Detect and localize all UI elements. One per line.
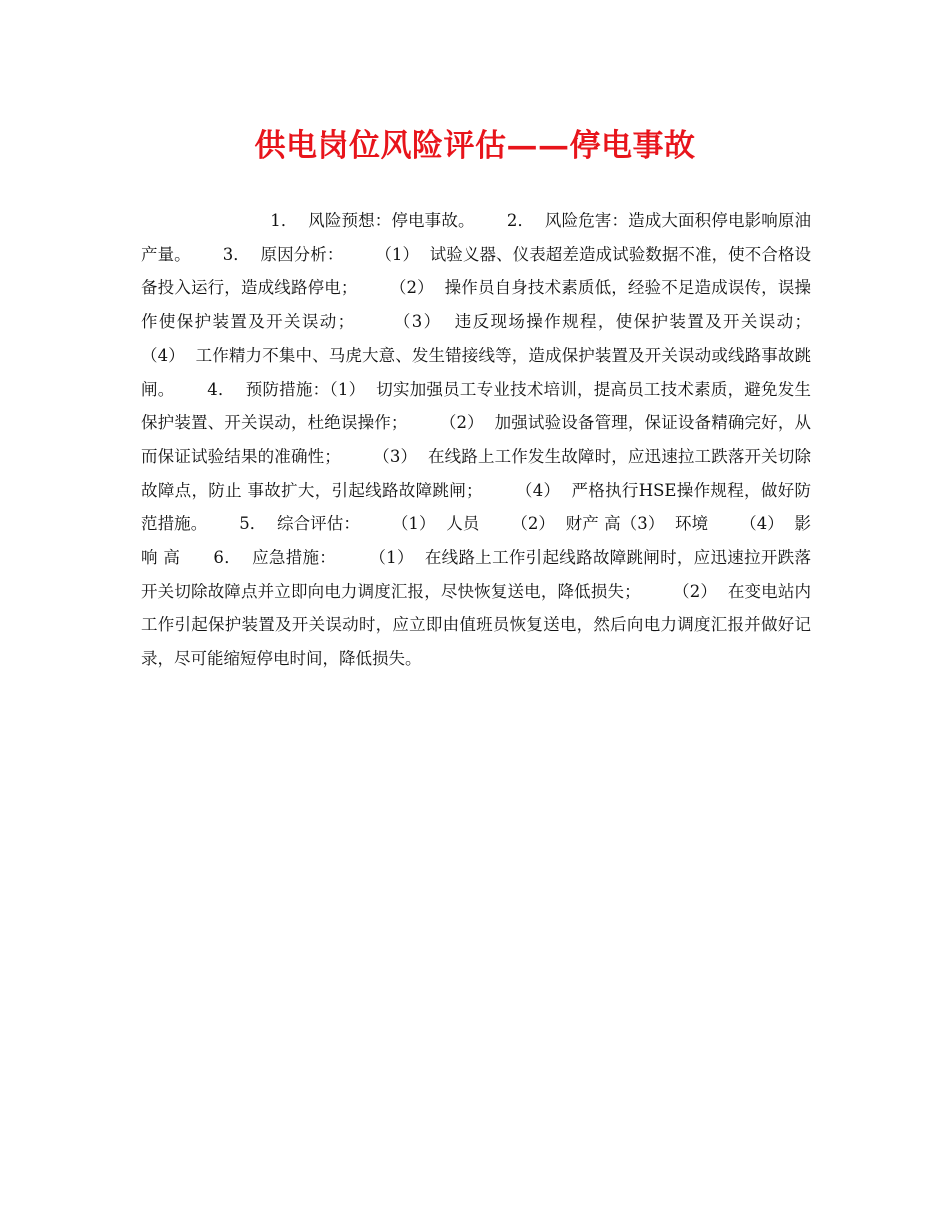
- document-body-paragraph: 1． 风险预想：停电事故。 2． 风险危害：造成大面积停电影响原油产量。 3． 原因分析： （1） 试验义器、仪表超差造成试验数据不准，使不合格设备投入运行，造成线路停电； （2） 操作员自身技术素质低，经验不足造成误传，误操作使保护装置及开关误动； （3） 违反现场操作规程，使保护装置及开关误动； （4） 工作精力不集中、马虎大意、发生错接线等，造成保护装置及开关误动或线路事故跳闸。 4． 预防措施：（1） 切实加强员工专业技术培训，提高员工技术素质，避免发生保护装置、开关误动，杜绝误操作； （2） 加强试验设备管理，保证设备精确完好，从而保证试验结果的准确性； （3） 在线路上工作发生故障时，应迅速拉工跌落开关切除故障点，防止 事故扩大，引起线路故障跳闸； （4） 严格执行HSE操作规程，做好防范措施。 5． 综合评估： （1） 人员 （2） 财产 高（3） 环境 （4） 影响 高 6． 应急措施： （1） 在线路上工作引起线路故障跳闸时，应迅速拉开跌落开关切除故障点并立即向电力调度汇报，尽快恢复送电，降低损失； （2） 在变电站内工作引起保护装置及开关误动时，应立即由值班员恢复送电，然后向电力调度汇报并做好记录，尽可能缩短停电时间，降低损失。: [141, 211, 843, 669]
- document-title: 供电岗位风险评估——停电事故: [254, 128, 696, 164]
